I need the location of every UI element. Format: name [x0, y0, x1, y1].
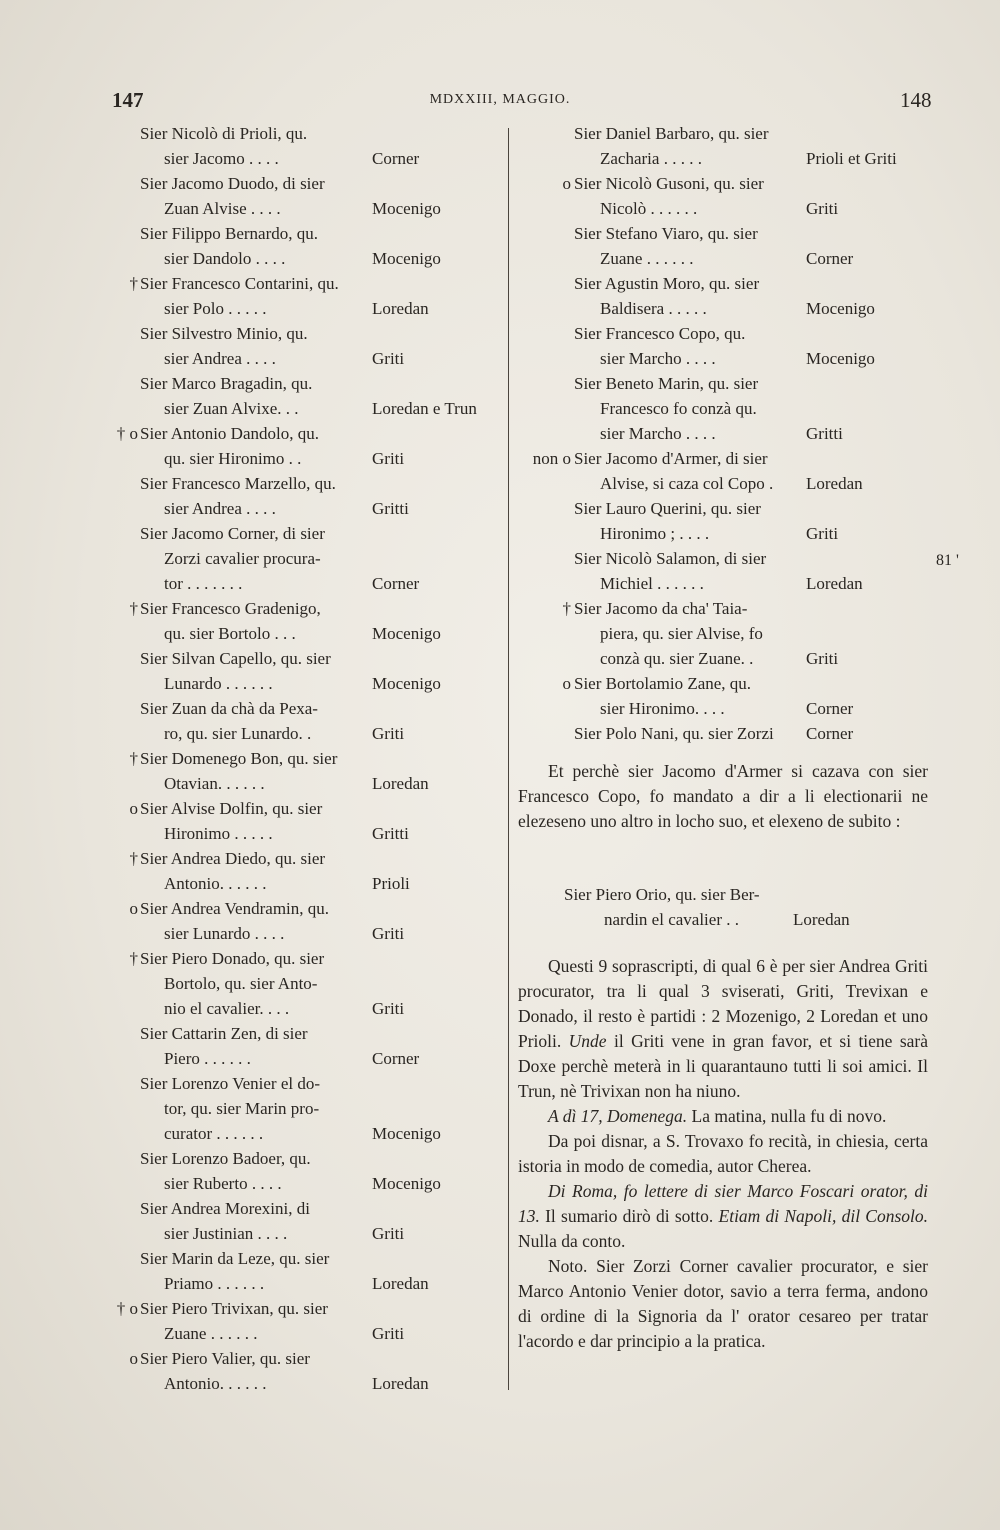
entry-family: Gritti [372, 499, 409, 518]
entry-family: Gritti [806, 424, 843, 443]
roma-text: Il sumario dirò di sotto. [545, 1206, 714, 1226]
list-item [518, 471, 928, 496]
entry-marker: non o [532, 449, 571, 468]
entry-text: Nicolò . . . . . . [600, 199, 698, 218]
entry-family: Loredan [372, 774, 429, 793]
entry-family: Mocenigo [372, 1174, 441, 1193]
list-item [100, 1196, 500, 1221]
entry-text: conzà qu. sier Zuane. . [600, 649, 754, 668]
entry-text: sier Andrea . . . . [164, 499, 276, 518]
entry-family: Corner [806, 699, 854, 718]
list-item [518, 396, 928, 421]
entry-family: Prioli et Griti [806, 149, 897, 168]
entry-text: sier Andrea . . . . [164, 349, 276, 368]
entry-marker: † o [116, 424, 138, 443]
list-item [100, 296, 500, 321]
list-item [100, 371, 500, 396]
list-item [100, 746, 500, 771]
entry-family: Griti [372, 724, 405, 743]
entry-text: Zacharia . . . . . [600, 149, 702, 168]
list-item [518, 621, 928, 646]
entry-text: Sier Stefano Viaro, qu. sier [574, 224, 758, 243]
entry-text: Sier Andrea Diedo, qu. sier [140, 849, 326, 868]
roma-letters: Di Roma, fo lettere di sier Marco Foscari orator, di 13. [518, 1181, 928, 1226]
list-item [100, 1296, 500, 1321]
entry-text: Baldisera . . . . . [600, 299, 707, 318]
entry-text: sier Hironimo. . . . [600, 699, 725, 718]
entry-text: Sier Polo Nani, qu. sier Zorzi [574, 724, 774, 743]
right-column [518, 121, 928, 1354]
entry-text: Michiel . . . . . . [600, 574, 704, 593]
entry-text: nio el cavalier. . . . [164, 999, 290, 1018]
entry-text: sier Dandolo . . . . [164, 249, 286, 268]
list-item [100, 921, 500, 946]
list-item [100, 1146, 500, 1171]
list-item [518, 346, 928, 371]
list-item [100, 1346, 500, 1371]
list-item [518, 596, 928, 621]
list-item [100, 471, 500, 496]
entry-text: Sier Beneto Marin, qu. sier [574, 374, 759, 393]
entry-text: Sier Piero Valier, qu. sier [140, 1349, 310, 1368]
roma-text-2: Nulla da conto. [518, 1231, 626, 1251]
list-item [100, 346, 500, 371]
list-item [518, 721, 928, 746]
list-item [100, 621, 500, 646]
list-item [100, 221, 500, 246]
entry-text: Antonio. . . . . . [164, 1374, 267, 1393]
list-item [100, 521, 500, 546]
list-item [100, 1246, 500, 1271]
list-item [518, 171, 928, 196]
entry-text: Hironimo ; . . . . [600, 524, 710, 543]
entry-family: Griti [372, 999, 405, 1018]
entry-text: piera, qu. sier Alvise, fo [600, 624, 763, 643]
entry-family: Loredan e Trun [372, 399, 477, 418]
list-item [518, 696, 928, 721]
entry-text: Bortolo, qu. sier Anto- [164, 974, 318, 993]
entry-family: Loredan [806, 474, 863, 493]
entry-marker: † [129, 849, 138, 868]
entry-text: sier Marcho . . . . [600, 424, 716, 443]
entry-marker: o [129, 899, 138, 918]
entry-family: Prioli [372, 874, 410, 893]
list-item [100, 421, 500, 446]
entry-text: tor . . . . . . . [164, 574, 243, 593]
list-item [100, 871, 500, 896]
entry-text: curator . . . . . . [164, 1124, 264, 1143]
paragraph-adi [518, 1104, 928, 1129]
list-item [100, 1121, 500, 1146]
entry-marker: † [129, 599, 138, 618]
list-item [100, 971, 500, 996]
list-item [518, 421, 928, 446]
list-item [100, 721, 500, 746]
list-item [100, 1071, 500, 1096]
paragraph-dapoi: Da poi disnar, a S. Trovaxo fo recità, in chiesia, certa istoria in modo de comedia, autor Cherea. [518, 1131, 928, 1176]
entry-family: Griti [372, 924, 405, 943]
page-number-right: 148 [900, 88, 932, 112]
entry-text: Alvise, si caza col Copo . [600, 474, 774, 493]
entry-text: ro, qu. sier Lunardo. . [164, 724, 312, 743]
list-item [518, 571, 928, 596]
entry-marker: o [129, 799, 138, 818]
entry-text: sier Jacomo . . . . [164, 149, 279, 168]
entry-family: Corner [372, 149, 420, 168]
running-title: MDXXIII, MAGGIO. [429, 92, 571, 107]
list-item [518, 446, 928, 471]
entry-text: Piero . . . . . . [164, 1049, 251, 1068]
entry-text: Sier Andrea Vendramin, qu. [140, 899, 330, 918]
entry-text: Sier Nicolò Gusoni, qu. sier [574, 174, 764, 193]
entry-marker: † [129, 949, 138, 968]
list-item [518, 671, 928, 696]
page-number-left: 147 [112, 88, 144, 112]
questi-part-a: Questi 9 soprascripti, di qual 6 è per sier Andrea Griti procurator, tra li qual 3 sviserati, Griti, Trevixan e Donado, il resto è partidi : 2 Mozenigo, 2 Loredan et uno Prioli. [518, 956, 928, 1051]
entry-marker: o [562, 174, 571, 193]
list-item [518, 121, 928, 146]
entry-text: tor, qu. sier Marin pro- [164, 1099, 320, 1118]
entry-text: Sier Marco Bragadin, qu. [140, 374, 313, 393]
margin-number: 81 ' [936, 552, 959, 569]
entry-text: Sier Jacomo Duodo, di sier [140, 174, 325, 193]
list-item [100, 1096, 500, 1121]
questi-unde: Unde [568, 1031, 607, 1051]
entry-text: sier Marcho . . . . [600, 349, 716, 368]
list-item [518, 646, 928, 671]
paragraph-questi [518, 954, 928, 1104]
entry-text: Sier Jacomo d'Armer, di sier [574, 449, 768, 468]
entry-text: Sier Jacomo Corner, di sier [140, 524, 325, 543]
entry-family: Loredan [372, 299, 429, 318]
list-item [518, 496, 928, 521]
entry-family: Mocenigo [372, 624, 441, 643]
list-item [100, 571, 500, 596]
list-item [100, 146, 500, 171]
entry-family: Corner [806, 724, 854, 743]
entry-family: Loredan [806, 574, 863, 593]
entry-text: qu. sier Hironimo . . [164, 449, 302, 468]
list-item [100, 546, 500, 571]
entry-text: Lunardo . . . . . . [164, 674, 273, 693]
entry-text: Sier Lorenzo Badoer, qu. [140, 1149, 311, 1168]
list-item [100, 696, 500, 721]
list-item [100, 846, 500, 871]
list-item [100, 1221, 500, 1246]
list-item [100, 396, 500, 421]
entry-family: Mocenigo [372, 249, 441, 268]
list-item [100, 1321, 500, 1346]
entry-text: Zuane . . . . . . [600, 249, 694, 268]
list-item [518, 246, 928, 271]
entry-family: Corner [372, 574, 420, 593]
list-item [100, 1171, 500, 1196]
entry-family: Corner [372, 1049, 420, 1068]
list-item [518, 221, 928, 246]
list-item [100, 896, 500, 921]
list-item [100, 996, 500, 1021]
entry-text: Sier Jacomo da cha' Taia- [574, 599, 748, 618]
entry-text: sier Lunardo . . . . [164, 924, 285, 943]
list-item [518, 271, 928, 296]
entry-family: Griti [372, 1224, 405, 1243]
entry-text: Sier Marin da Leze, qu. sier [140, 1249, 330, 1268]
list-item-orio-2 [518, 907, 928, 932]
entry-text: Sier Piero Orio, qu. sier Ber- [564, 885, 760, 904]
entry-text: sier Ruberto . . . . [164, 1174, 282, 1193]
entry-marker: † [129, 749, 138, 768]
entry-family: Gritti [372, 824, 409, 843]
entry-text: Sier Domenego Bon, qu. sier [140, 749, 338, 768]
entry-text: sier Zuan Alvixe. . . [164, 399, 299, 418]
questi-part-b: il Griti vene in gran favor, et si tiene sarà Doxe perchè meterà in li quarantauno tutti li soi amici. Il Trun, nè Trivixan non ha niuno. [518, 1031, 929, 1101]
entry-family: Griti [372, 349, 405, 368]
entry-text: sier Justinian . . . . [164, 1224, 288, 1243]
entry-family: Loredan [793, 910, 850, 929]
entry-family: Mocenigo [372, 199, 441, 218]
entry-text: Sier Francesco Contarini, qu. [140, 274, 339, 293]
roma-napoli: Etiam di Napoli, dil Consolo. [718, 1206, 929, 1226]
entry-text: Zuane . . . . . . [164, 1324, 258, 1343]
list-item-orio [518, 882, 928, 907]
left-column [100, 121, 500, 1396]
entry-text: Sier Cattarin Zen, di sier [140, 1024, 308, 1043]
list-item [100, 271, 500, 296]
list-item [100, 771, 500, 796]
entry-text: Sier Bortolamio Zane, qu. [574, 674, 752, 693]
entry-text: sier Polo . . . . . [164, 299, 267, 318]
entry-family: Mocenigo [806, 299, 875, 318]
entry-text: Sier Nicolò di Prioli, qu. [140, 124, 308, 143]
entry-marker: † [562, 599, 571, 618]
column-divider [508, 128, 509, 1390]
entry-text: Hironimo . . . . . [164, 824, 273, 843]
list-item [100, 1271, 500, 1296]
list-item [100, 446, 500, 471]
entry-text: Sier Lorenzo Venier el do- [140, 1074, 321, 1093]
entry-family: Griti [372, 449, 405, 468]
entry-text: Sier Alvise Dolfin, qu. sier [140, 799, 323, 818]
entry-text: Sier Agustin Moro, qu. sier [574, 274, 760, 293]
list-item [100, 946, 500, 971]
entry-text: Sier Francesco Marzello, qu. [140, 474, 336, 493]
entry-text: Francesco fo conzà qu. [600, 399, 757, 418]
entry-family: Loredan [372, 1374, 429, 1393]
entry-text: Sier Antonio Dandolo, qu. [140, 424, 319, 443]
list-item [100, 121, 500, 146]
entry-marker: o [129, 1349, 138, 1368]
entry-text: Sier Silvestro Minio, qu. [140, 324, 308, 343]
list-item [100, 1046, 500, 1071]
list-item [100, 496, 500, 521]
entry-text: Zuan Alvise . . . . [164, 199, 281, 218]
entry-family: Mocenigo [372, 674, 441, 693]
entry-family: Griti [806, 524, 839, 543]
entry-text: Sier Andrea Morexini, di [140, 1199, 310, 1218]
list-item [518, 196, 928, 221]
paragraph-roma [518, 1179, 928, 1254]
entry-marker: o [562, 674, 571, 693]
entry-family: Griti [806, 649, 839, 668]
entry-family: Loredan [372, 1274, 429, 1293]
entry-text: Antonio. . . . . . [164, 874, 267, 893]
entry-family: Mocenigo [806, 349, 875, 368]
paragraph-armer: Et perchè sier Jacomo d'Armer si cazava con sier Francesco Copo, fo mandato a dir a li electionarii ne elezeseno uno altro in locho suo, et elexeno de subito : [518, 761, 928, 831]
list-item [100, 796, 500, 821]
entry-text: qu. sier Bortolo . . . [164, 624, 296, 643]
page-header [0, 88, 1000, 118]
list-item [100, 321, 500, 346]
entry-text: Sier Francesco Copo, qu. [574, 324, 746, 343]
list-item [518, 321, 928, 346]
list-item [100, 671, 500, 696]
entry-text: Sier Francesco Gradenigo, [140, 599, 321, 618]
list-item [518, 521, 928, 546]
paragraph-noto: Noto. Sier Zorzi Corner cavalier procurator, e sier Marco Antonio Venier dotor, savio a terra ferma, andono di ordine di la Signoria da l' orator cesareo per tratar l'acordo e dar principio a la pratica. [518, 1256, 928, 1351]
entry-marker: † [129, 274, 138, 293]
entry-text: Sier Piero Trivixan, qu. sier [140, 1299, 328, 1318]
entry-text: Sier Nicolò Salamon, di sier [574, 549, 767, 568]
list-item [100, 646, 500, 671]
entry-family: Mocenigo [372, 1124, 441, 1143]
list-item [100, 596, 500, 621]
entry-marker: † o [116, 1299, 138, 1318]
list-item [518, 146, 928, 171]
entry-text: Otavian. . . . . . [164, 774, 265, 793]
entry-text: Sier Zuan da chà da Pexa- [140, 699, 318, 718]
entry-text: Sier Lauro Querini, qu. sier [574, 499, 761, 518]
entry-family: Griti [372, 1324, 405, 1343]
adi-date: A dì 17, Domenega. [548, 1106, 688, 1126]
list-item [100, 1371, 500, 1396]
adi-text: La matina, nulla fu di novo. [691, 1106, 887, 1126]
entry-family: Griti [806, 199, 839, 218]
entry-text: Priamo . . . . . . [164, 1274, 265, 1293]
list-item [518, 546, 928, 571]
entry-text: Sier Filippo Bernardo, qu. [140, 224, 319, 243]
entry-text: Sier Piero Donado, qu. sier [140, 949, 325, 968]
list-item [100, 821, 500, 846]
entry-text: Sier Daniel Barbaro, qu. sier [574, 124, 769, 143]
entry-family: Corner [806, 249, 854, 268]
entry-text: Zorzi cavalier procura- [164, 549, 321, 568]
list-item [100, 1021, 500, 1046]
list-item [100, 196, 500, 221]
right-name-list [518, 121, 928, 746]
list-item [518, 296, 928, 321]
entry-text: nardin el cavalier . . [604, 910, 739, 929]
list-item [100, 171, 500, 196]
list-item [100, 246, 500, 271]
entry-text: Sier Silvan Capello, qu. sier [140, 649, 331, 668]
list-item [518, 371, 928, 396]
